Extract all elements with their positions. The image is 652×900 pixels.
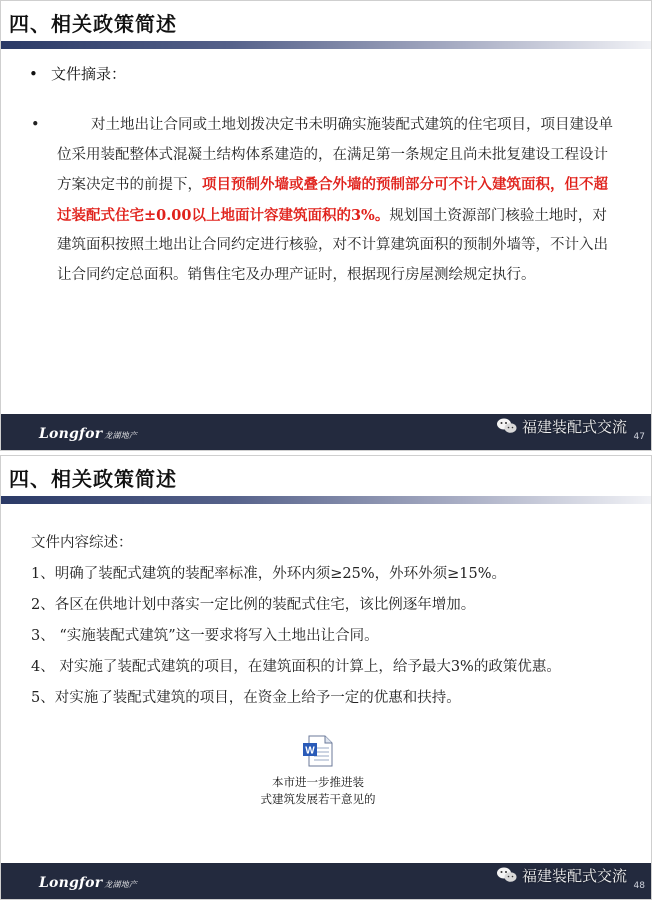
svg-text:W: W <box>305 745 315 757</box>
logo-text: Longfor <box>39 875 103 891</box>
policy-excerpt-paragraph <box>31 111 621 290</box>
bullet-icon: • <box>29 65 38 83</box>
wechat-icon <box>496 866 518 884</box>
longfor-logo <box>39 875 137 891</box>
logo-text: Longfor <box>39 426 103 442</box>
excerpt-text-end: 规划国土资源部门核验土地时，对建筑面积按照土地出让合同约定进行核验，对不计算建筑面积的预制外墙等，不计入出让合同约定总面积。销售住宅及办理产证时，根据现行房屋测绘规定执行。 <box>57 207 608 283</box>
bullet-icon: • <box>31 117 40 133</box>
list-item: 4、 对实施了装配式建筑的项目，在建筑面积的计算上，给予最大3%的政策优惠。 <box>31 659 561 675</box>
list-item: 2、各区在供地计划中落实一定比例的装配式住宅，该比例逐年增加。 <box>31 597 476 613</box>
excerpt-heading-text: 文件摘录： <box>51 65 127 83</box>
wechat-watermark <box>496 863 627 887</box>
wechat-icon <box>496 417 518 435</box>
title-gradient-bar <box>1 41 651 49</box>
list-item: 3、 “实施装配式建筑”这一要求将写入土地出让合同。 <box>31 628 379 644</box>
slide-footer <box>1 414 651 450</box>
excerpt-text-start: 对土地出让合同或土地划拨决定书未明确实施装配式建筑的住宅项目，项目建设单位采用装配整体式混凝土结构体系建造的，在满足第一条规定且尚未批复建设工程设计方案决定书的前提下， <box>57 117 613 193</box>
slide-2 <box>0 455 652 900</box>
page-number: 48 <box>633 881 645 891</box>
wechat-watermark <box>496 414 627 438</box>
summary-heading: 文件内容综述： <box>31 535 133 551</box>
slide-title: 四、相关政策简述 <box>9 12 177 36</box>
excerpt-heading <box>29 63 126 84</box>
list-item: 5、对实施了装配式建筑的项目，在资金上给予一定的优惠和扶持。 <box>31 690 461 706</box>
logo-cn-text: 龙湖地产 <box>104 880 138 889</box>
watermark-text: 福建装配式交流 <box>521 866 627 885</box>
title-gradient-bar <box>1 496 651 504</box>
watermark-text: 福建装配式交流 <box>521 417 627 436</box>
page-number: 47 <box>633 432 645 442</box>
list-item: 1、明确了装配式建筑的装配率标准，外环内须≥25%，外环外须≥15%。 <box>31 566 506 582</box>
summary-list <box>31 528 641 714</box>
excerpt-highlight-text: 项目预制外墙或叠合外墙的预制部分可不计入建筑面积，但不超过装配式住宅±0.00以上地面计容建筑面积的3%。 <box>57 176 608 224</box>
attachment-label-line: 本市进一步推进装 <box>272 775 364 789</box>
longfor-logo <box>39 426 137 442</box>
attachment-label[interactable] <box>253 774 383 808</box>
slide-footer <box>1 863 651 899</box>
attachment-label-line: 式建筑发展若干意见的 <box>260 792 376 806</box>
slide-title: 四、相关政策简述 <box>9 467 177 491</box>
logo-cn-text: 龙湖地产 <box>104 431 138 440</box>
word-document-icon[interactable] <box>301 734 335 768</box>
